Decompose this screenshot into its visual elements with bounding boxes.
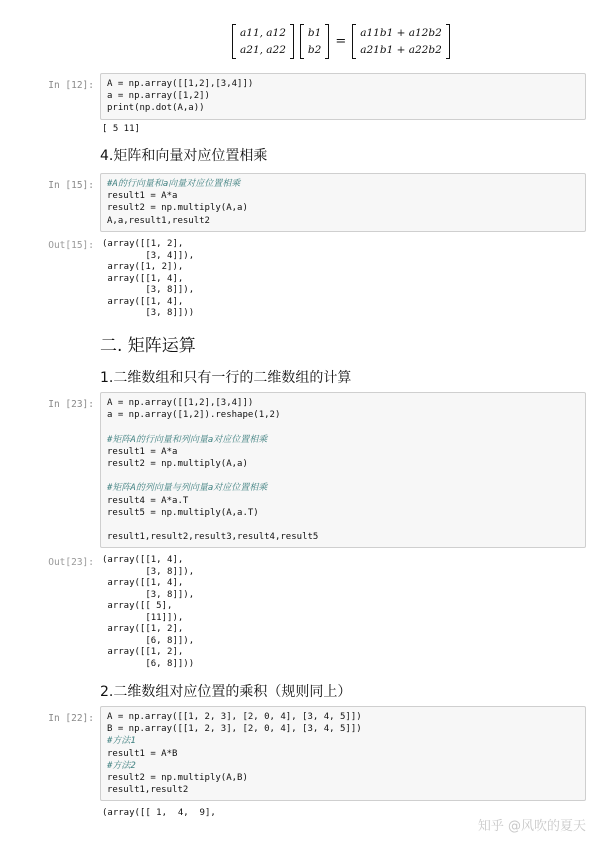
input-prompt-22: In [22]: (48, 713, 94, 724)
result-row1: a11b1 + a12b2 (360, 27, 442, 39)
code-cell-15[interactable] (100, 173, 586, 232)
matrix-a-row1: a11, a12 (240, 27, 286, 39)
code-line: #方法2 (107, 760, 136, 771)
code-cell-12[interactable] (100, 73, 586, 120)
code-cell-22[interactable] (100, 706, 586, 801)
code-line: result4 = A*a.T (107, 495, 189, 506)
vector-b (300, 24, 329, 59)
code-line: #A的行向量和a向量对应位置相乘 (107, 179, 241, 189)
output-line: [3, 8]]), (102, 285, 195, 295)
code-line (107, 421, 579, 433)
input-prompt-12: In [12]: (48, 80, 94, 91)
output-line: array([[1, 4], (102, 273, 184, 284)
result-vector (352, 24, 450, 59)
code-line: a = np.array([1,2]) (107, 91, 210, 102)
code-line: A = np.array([[1,2],[3,4]]) (107, 79, 254, 89)
code-line: A = np.array([[1, 2, 3], [2, 0, 4], [3, 4, 5]]) (107, 712, 362, 722)
code-line: A = np.array([[1,2],[3,4]]) (107, 398, 254, 408)
output-12 (102, 124, 140, 136)
code-line: result1 = A*a (107, 446, 178, 457)
vector-b-row1: b1 (307, 27, 322, 39)
matrix-a (232, 24, 294, 59)
code-line: print(np.dot(A,a)) (107, 103, 205, 114)
output-line: [6, 8]])) (102, 658, 195, 669)
output-line: [3, 8]])) (102, 308, 195, 318)
output-22 (102, 808, 216, 820)
output-line: [3, 8]]), (102, 566, 195, 577)
code-line: result2 = np.multiply(A,B) (107, 773, 248, 784)
vector-b-row2: b2 (307, 44, 322, 56)
section-heading-matrix-ops: 二. 矩阵运算 (100, 336, 196, 356)
output-line: [6, 8]]), (102, 635, 195, 646)
output-23 (102, 555, 194, 670)
heading-4: 4.矩阵和向量对应位置相乘 (100, 148, 268, 164)
output-line: [3, 8]]), (102, 589, 195, 600)
input-prompt-15: In [15]: (48, 180, 94, 191)
output-15 (102, 239, 194, 320)
code-line (107, 519, 579, 531)
heading-2: 2.二维数组对应位置的乘积（规则同上） (100, 684, 352, 700)
output-line: array([[1, 4], (102, 578, 184, 588)
heading-1: 1.二维数组和只有一行的二维数组的计算 (100, 370, 352, 386)
code-line: A,a,result1,result2 (107, 215, 210, 226)
output-line: [3, 4]]), (102, 250, 195, 261)
matrix-a-row2: a21, a22 (240, 44, 286, 56)
code-line: B = np.array([[1, 2, 3], [2, 0, 4], [3, 4, 5]]) (107, 724, 362, 735)
code-line: a = np.array([1,2]).reshape(1,2) (107, 410, 281, 421)
output-line: (array([[1, 4], (102, 555, 184, 565)
code-line: result2 = np.multiply(A,a) (107, 459, 248, 469)
equals-sign: = (335, 34, 347, 49)
code-line: result1 = A*B (107, 748, 178, 759)
code-line: #方法1 (107, 736, 136, 747)
output-prompt-15: Out[15]: (48, 240, 94, 251)
output-line: array([[1, 2], (102, 647, 184, 657)
result-row2: a21b1 + a22b2 (360, 44, 442, 56)
output-line: [ 5 11] (102, 124, 140, 134)
input-prompt-23: In [23]: (48, 399, 94, 410)
matrix-formula (232, 24, 450, 59)
code-line: result5 = np.multiply(A,a.T) (107, 507, 259, 518)
watermark: 知乎 @风吹的夏天 (477, 819, 586, 834)
output-line: array([1, 2]), (102, 262, 184, 272)
code-cell-23[interactable] (100, 392, 586, 548)
code-line: result1 = A*a (107, 191, 178, 202)
output-line: (array([[1, 2], (102, 239, 184, 249)
code-line (107, 470, 579, 482)
code-line: #矩阵A的行向量和列向量a对应位置相乘 (107, 434, 268, 445)
code-line: result2 = np.multiply(A,a) (107, 203, 248, 214)
code-line: #矩阵A的列向量与列向量a对应位置相乘 (107, 483, 268, 494)
output-line: array([[ 5], (102, 601, 173, 611)
output-line: array([[1, 2], (102, 624, 184, 634)
code-line: result1,result2,result3,result4,result5 (107, 532, 319, 543)
output-line: array([[1, 4], (102, 296, 184, 307)
output-prompt-23: Out[23]: (48, 557, 94, 568)
code-line: result1,result2 (107, 785, 189, 796)
output-line: (array([[ 1, 4, 9], (102, 808, 216, 818)
output-line: [11]]), (102, 612, 184, 623)
